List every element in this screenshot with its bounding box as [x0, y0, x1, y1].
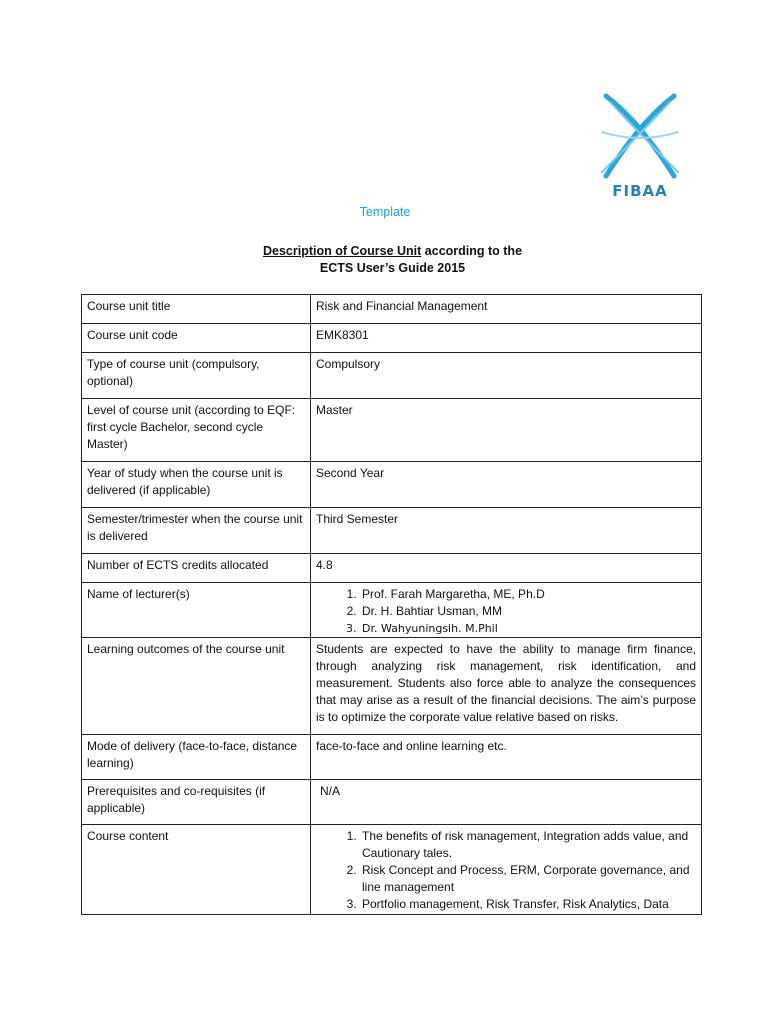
row-value: Students are expected to have the ability to manage firm finance, through analyzing risk management, risk identification, and measurement. Students also force able to analyze the consequences that may arise as a result of the financial decisions. The aim’s purpose is to optimize the corporate value relative based on risks. [311, 638, 702, 735]
list-item: 3. Portfolio management, Risk Transfer, Risk Analytics, Data [360, 896, 696, 913]
logo-text: FIBAA [612, 182, 668, 200]
table-row [82, 638, 702, 735]
list-item: 3. Dr. Wahyuningsih. M.Phil [360, 620, 696, 637]
course-content-list [316, 828, 696, 913]
table-row [82, 399, 702, 462]
row-label: Learning outcomes of the course unit [82, 638, 311, 735]
list-item: 1. Prof. Farah Margaretha, ME, Ph.D [360, 586, 696, 603]
list-item: 2. Risk Concept and Process, ERM, Corporate governance, and line management [360, 862, 696, 896]
row-label: Mode of delivery (face-to-face, distance learning) [82, 735, 311, 780]
list-item: 1. The benefits of risk management, Integration adds value, and Cautionary tales. [360, 828, 696, 862]
fibaa-logo [600, 92, 680, 207]
heading-line2: ECTS User’s Guide 2015 [319, 261, 466, 275]
row-value [311, 583, 702, 638]
row-value: Master [311, 399, 702, 462]
row-label: Prerequisites and co-requisites (if applicable) [82, 780, 311, 825]
row-label: Course content [82, 825, 311, 915]
row-value: Risk and Financial Management [311, 295, 702, 324]
lecturer-list [316, 586, 696, 637]
list-item: 2. Dr. H. Bahtiar Usman, MM [360, 603, 696, 620]
course-unit-table [81, 294, 702, 915]
table-row [82, 735, 702, 780]
table-row [82, 554, 702, 583]
row-value: Compulsory [311, 353, 702, 399]
table-row [82, 462, 702, 508]
table-row [82, 324, 702, 353]
fibaa-x-logo-icon [600, 92, 680, 180]
row-label: Type of course unit (compulsory, optional) [82, 353, 311, 399]
row-value [311, 825, 702, 915]
table-row [82, 295, 702, 324]
table-row [82, 825, 702, 915]
row-value: Second Year [311, 462, 702, 508]
row-label: Course unit code [82, 324, 311, 353]
template-label: Template [359, 205, 411, 219]
row-value: 4.8 [311, 554, 702, 583]
heading-rest: according to the [421, 244, 523, 258]
row-value: N/A [311, 780, 702, 825]
row-value: EMK8301 [311, 324, 702, 353]
row-label: Level of course unit (according to EQF: first cycle Bachelor, second cycle Master) [82, 399, 311, 462]
row-label: Course unit title [82, 295, 311, 324]
document-heading [200, 243, 585, 277]
row-label: Name of lecturer(s) [82, 583, 311, 638]
table-row [82, 508, 702, 554]
row-value: Third Semester [311, 508, 702, 554]
table-row [82, 353, 702, 399]
row-value: face-to-face and online learning etc. [311, 735, 702, 780]
row-label: Year of study when the course unit is delivered (if applicable) [82, 462, 311, 508]
heading-underlined: Description of Course Unit [262, 244, 422, 258]
table-row [82, 583, 702, 638]
table-row [82, 780, 702, 825]
row-label: Number of ECTS credits allocated [82, 554, 311, 583]
row-label: Semester/trimester when the course unit is delivered [82, 508, 311, 554]
